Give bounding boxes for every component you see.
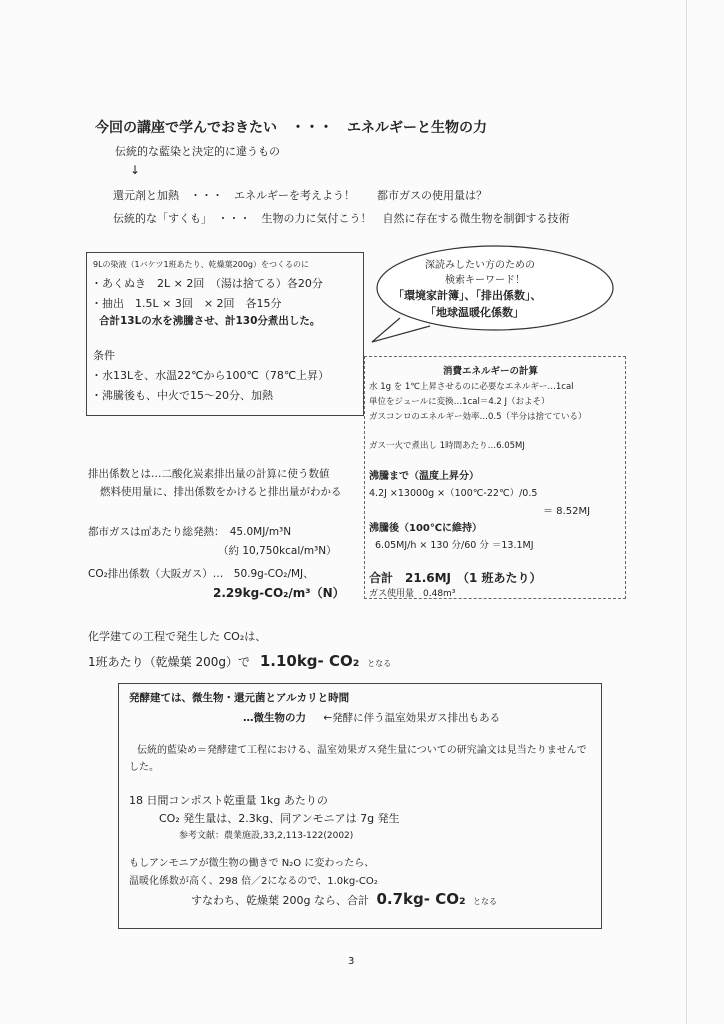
- calc-gas-usage: ガス使用量 0.48m³: [369, 589, 456, 599]
- ferment-line-7: もしアンモニアが微生物の働きで N₂O に変わったら、: [129, 858, 375, 869]
- result-value: 1.10kg- CO₂: [259, 652, 360, 670]
- emission-line-4: （約 10,750kcal/m³N）: [218, 545, 337, 557]
- emission-line-2: 燃料使用量に、排出係数をかけると排出量がわかる: [100, 486, 342, 498]
- calc-formula-2: 6.05MJ/h × 130 分/60 分 ＝13.1MJ: [375, 540, 534, 551]
- ferment-reference: 参考文献：農業施設,33,2,113-122(2002): [179, 831, 354, 841]
- calc-result-1: ＝ 8.52MJ: [543, 506, 591, 517]
- ferment-conclusion-value: 0.7kg- CO₂: [376, 890, 466, 908]
- recipe-item-2: ・抽出 1.5L × 3回 × 2回 各15分: [91, 297, 282, 310]
- result-line-1: 化学建ての工程で発生した CO₂は、: [88, 630, 267, 643]
- emission-line-1: 排出係数とは…二酸化炭素排出量の計算に使う数値: [88, 468, 330, 480]
- scan-edge-line: [686, 0, 687, 1024]
- result-suffix: となる: [367, 659, 392, 668]
- bubble-line-4: 「地球温暖化係数」: [425, 306, 524, 319]
- page-title: 今回の講座で学んでおきたい ・・・ エネルギーと生物の力: [95, 120, 487, 136]
- intro-line-2: 還元剤と加熱 ・・・ エネルギーを考えよう！ 都市ガスの使用量は？: [113, 189, 487, 202]
- ferment-note: ←発酵に伴う温室効果ガス排出もある: [323, 712, 501, 724]
- emission-line-5: CO₂排出係数（大阪ガス）… 50.9g-CO₂/MJ、: [88, 568, 314, 580]
- ferment-line-5: CO₂ 発生量は、2.3kg、同アンモニアは 7g 発生: [159, 812, 400, 825]
- bubble-line-2: 検索キーワード！: [445, 275, 525, 286]
- page-number: 3: [348, 956, 355, 967]
- ferment-line-1: 発酵建ては、微生物・還元菌とアルカリと時間: [129, 692, 350, 704]
- bubble-line-3: 「環境家計簿」、「排出係数」、: [393, 289, 542, 302]
- ferment-conclusion-suffix: となる: [473, 897, 498, 906]
- result-prefix: 1班あたり（乾燥葉 200g）で: [88, 655, 250, 669]
- intro-line-3: 伝統的な「すくも」 ・・・ 生物の力に気付こう！ 自然に存在する微生物を制御する技術: [113, 212, 570, 225]
- calc-heading-after-boil: 沸騰後（100℃に維持）: [369, 523, 482, 534]
- intro-line-1: 伝統的な藍染と決定的に違うもの: [115, 145, 280, 158]
- ferment-line-9: [191, 890, 497, 908]
- recipe-box: [86, 252, 364, 416]
- calc-total: 合計 21.6MJ （1 班あたり）: [369, 571, 542, 585]
- ferment-microbe-power: …微生物の力: [243, 712, 306, 724]
- ferment-line-3: 伝統的藍染め＝発酵建て工程における、温室効果ガス発生量についての研究論文は見当たりませんでした。: [129, 745, 587, 773]
- bubble-line-1: 深読みしたい方のための: [425, 260, 535, 271]
- emission-line-3: 都市ガスは㎥あたり総発熱： 45.0MJ/m³N: [88, 526, 292, 538]
- ferment-line-8: 温暖化係数が高く、298 倍／2になるので、1.0kg-CO₂: [129, 876, 378, 887]
- recipe-total: 合計13Lの水を沸騰させ、計130分煮出した。: [99, 315, 321, 327]
- emission-line-6: 2.29kg-CO₂/m³（N）: [213, 586, 345, 600]
- recipe-item-1: ・あくぬき 2L × 2回 （湯は捨てる）各20分: [91, 277, 323, 290]
- ferment-conclusion-prefix: すなわち、乾燥葉 200g なら、合計: [191, 894, 369, 907]
- condition-2: ・沸騰後も、中火で15〜20分、加熱: [91, 389, 273, 402]
- calc-line-4: ガス一火で煮出し 1時間あたり…6.05MJ: [369, 441, 525, 451]
- calc-line-1: 水 1g を 1℃上昇させるのに必要なエネルギー…1cal: [369, 382, 574, 392]
- conditions-label: 条件: [93, 349, 115, 362]
- calc-line-2: 単位をジュールに変換…1cal＝4.2 J（およそ）: [369, 397, 550, 407]
- ferment-line-2: [243, 710, 500, 725]
- condition-1: ・水13Lを、水温22℃から100℃（78℃上昇）: [91, 369, 330, 382]
- ferment-line-4: 18 日間コンポスト乾重量 1kg あたりの: [129, 794, 328, 807]
- calc-heading-boiling: 沸騰まで（温度上昇分）: [369, 471, 479, 482]
- calc-line-3: ガスコンロのエネルギー効率…0.5（半分は捨てている）: [369, 412, 587, 422]
- calc-title: 消費エネルギーの計算: [443, 366, 539, 377]
- calc-formula-1: 4.2J ×13000g ×（100℃-22℃）/0.5: [369, 488, 538, 499]
- intro-arrow: ↓: [130, 163, 141, 177]
- result-line-2: [88, 652, 391, 670]
- energy-calc-box: [364, 356, 626, 599]
- recipe-header: 9Lの染液（1バケツ1班あたり、乾燥葉200g）をつくるのに: [93, 260, 309, 269]
- fermentation-box: [118, 683, 602, 929]
